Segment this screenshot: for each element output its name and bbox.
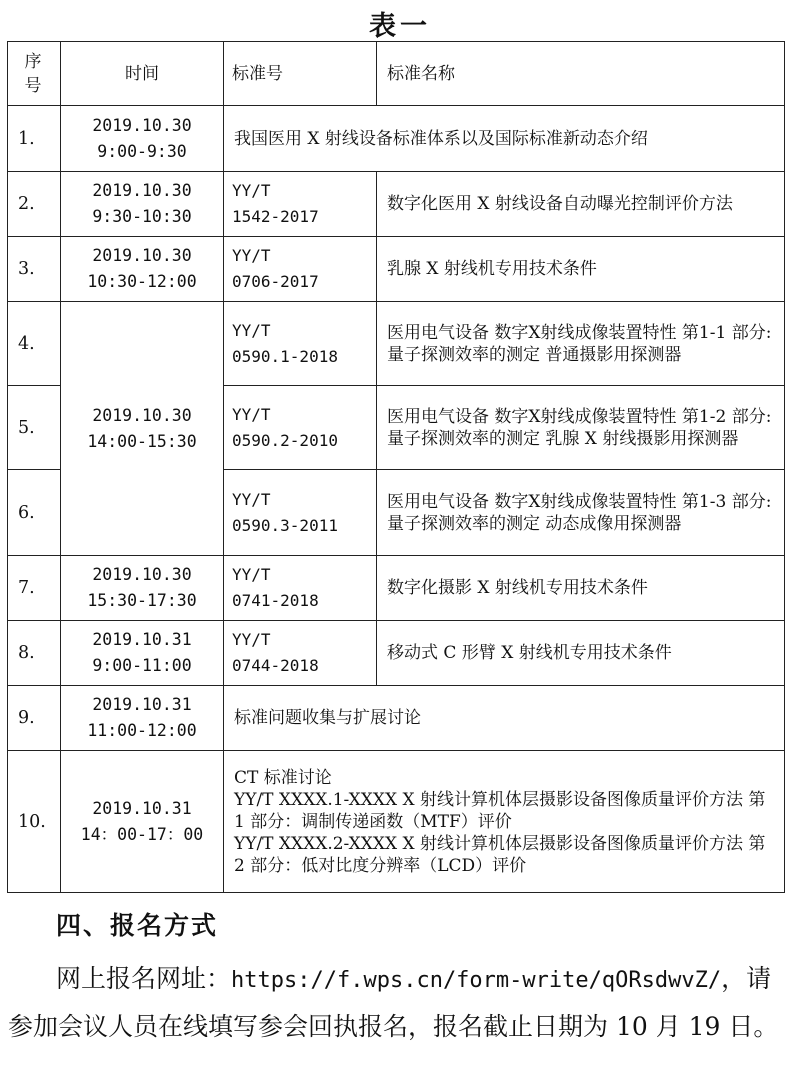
table-row	[8, 302, 785, 386]
row-standard-no: YY/T 0706-2017	[224, 237, 377, 302]
section-heading: 四、报名方式	[56, 911, 219, 940]
row-time: 2019.10.31 9:00-11:00	[61, 621, 224, 686]
header-index: 序 号	[8, 42, 61, 106]
header-standard-no: 标准号	[224, 42, 377, 106]
row-time: 2019.10.30 15:30-17:30	[61, 556, 224, 621]
para-tail: ，请参加会议人员在线填写参会回执报名，报名截止日期为 10 月 19 日。	[8, 964, 779, 1041]
row-time: 2019.10.30 10:30-12:00	[61, 237, 224, 302]
table-row	[8, 556, 785, 621]
row-time: 2019.10.30 9:00-9:30	[61, 106, 224, 172]
registration-url-link[interactable]: https://f.wps.cn/form-write/qORsdwvZ/	[231, 968, 722, 993]
header-standard-name: 标准名称	[377, 42, 785, 106]
table-header-row	[8, 42, 785, 106]
row-standard-name: 医用电气设备 数字X射线成像装置特性 第1-2 部分:量子探测效率的测定 乳腺 X 射线摄影用探测器	[377, 386, 785, 470]
row-standard-name: 乳腺 X 射线机专用技术条件	[377, 237, 785, 302]
row-time: 2019.10.30 14:00-15:30	[61, 302, 224, 556]
table-row	[8, 237, 785, 302]
row-index: 7.	[8, 556, 61, 621]
row-topic: 标准问题收集与扩展讨论	[224, 686, 785, 751]
row-standard-name: 数字化摄影 X 射线机专用技术条件	[377, 556, 785, 621]
row-index: 4.	[8, 302, 61, 386]
row-standard-no: YY/T 0590.3-2011	[224, 470, 377, 556]
table-row	[8, 686, 785, 751]
row-time: 2019.10.31 14：00-17：00	[61, 751, 224, 893]
table-row	[8, 106, 785, 172]
row-index: 5.	[8, 386, 61, 470]
table-title: 表一	[369, 11, 431, 42]
table-row	[8, 621, 785, 686]
row-index: 1.	[8, 106, 61, 172]
registration-paragraph	[8, 956, 788, 1050]
row-standard-no: YY/T 0744-2018	[224, 621, 377, 686]
para-lead: 网上报名网址：	[56, 964, 232, 993]
row-index: 10.	[8, 751, 61, 893]
row-index: 3.	[8, 237, 61, 302]
row-standard-name: 医用电气设备 数字X射线成像装置特性 第1-3 部分:量子探测效率的测定 动态成像用探测器	[377, 470, 785, 556]
row-standard-no: YY/T 0590.2-2010	[224, 386, 377, 470]
row-topic: CT 标准讨论 YY/T XXXX.1-XXXX X 射线计算机体层摄影设备图像质量评价方法 第 1 部分：调制传递函数（MTF）评价 YY/T XXXX.2-XXXX X 射线计算机体层摄影设备图像质量评价方法 第 2 部分：低对比度分辨率（LCD）评价	[224, 751, 785, 893]
row-standard-name: 移动式 C 形臂 X 射线机专用技术条件	[377, 621, 785, 686]
row-index: 2.	[8, 172, 61, 237]
table-row	[8, 172, 785, 237]
row-time: 2019.10.30 9:30-10:30	[61, 172, 224, 237]
row-index: 9.	[8, 686, 61, 751]
row-index: 6.	[8, 470, 61, 556]
row-standard-name: 数字化医用 X 射线设备自动曝光控制评价方法	[377, 172, 785, 237]
row-standard-no: YY/T 0741-2018	[224, 556, 377, 621]
table-row	[8, 751, 785, 893]
row-time: 2019.10.31 11:00-12:00	[61, 686, 224, 751]
row-index: 8.	[8, 621, 61, 686]
schedule-table	[7, 41, 785, 893]
row-topic: 我国医用 X 射线设备标准体系以及国际标准新动态介绍	[224, 106, 785, 172]
row-standard-no: YY/T 0590.1-2018	[224, 302, 377, 386]
row-standard-name: 医用电气设备 数字X射线成像装置特性 第1-1 部分:量子探测效率的测定 普通摄影用探测器	[377, 302, 785, 386]
row-standard-no: YY/T 1542-2017	[224, 172, 377, 237]
header-time: 时间	[61, 42, 224, 106]
